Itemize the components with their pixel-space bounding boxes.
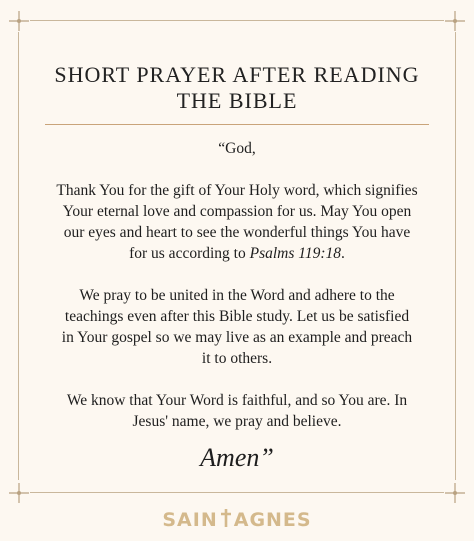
p2-line-3: in Your gospel so we may live as an example and preach <box>61 329 413 346</box>
corner-cross-top-left-icon <box>7 9 31 33</box>
prayer-greeting: “God, <box>218 140 256 157</box>
prayer-paragraph-2 <box>0 285 474 369</box>
p2-line-4: it to others. <box>201 350 273 367</box>
page-title <box>0 62 474 114</box>
p1-line-4-prefix: for us according to <box>129 245 250 262</box>
frame-bottom-line <box>30 492 444 493</box>
p1-line-3: our eyes and heart to see the wonderful things You have <box>63 224 411 241</box>
p1-line-4-suffix: . <box>341 245 345 262</box>
p1-line-2: Your eternal love and compassion for us. May You open <box>62 203 412 220</box>
scripture-reference: Psalms 119:18 <box>249 245 342 262</box>
title-line-1: SHORT PRAYER AFTER READING <box>54 62 420 87</box>
prayer-closing: Amen” <box>200 443 274 472</box>
cross-icon <box>219 508 233 533</box>
corner-cross-top-right-icon <box>443 9 467 33</box>
p2-line-2: teachings even after this Bible study. Let us be satisfied <box>64 308 410 325</box>
title-divider <box>45 124 429 125</box>
corner-cross-bottom-left-icon <box>7 481 31 505</box>
p3-line-1: We know that Your Word is faithful, and so You are. In <box>66 392 408 409</box>
p3-line-2: Jesus' name, we pray and believe. <box>132 413 342 430</box>
frame-top-line <box>30 20 444 21</box>
prayer-paragraph-1 <box>0 180 474 264</box>
saint-agnes-logo <box>0 508 474 533</box>
logo-text-right: AGNES <box>233 509 312 531</box>
prayer-paragraph-3 <box>0 390 474 432</box>
logo-text-left: SAIN <box>162 509 218 531</box>
p1-line-1: Thank You for the gift of Your Holy word, which signifies <box>56 182 418 199</box>
prayer-body <box>0 138 474 432</box>
title-line-2: THE BIBLE <box>176 88 298 113</box>
corner-cross-bottom-right-icon <box>443 481 467 505</box>
p2-line-1: We pray to be united in the Word and adhere to the <box>79 287 395 304</box>
